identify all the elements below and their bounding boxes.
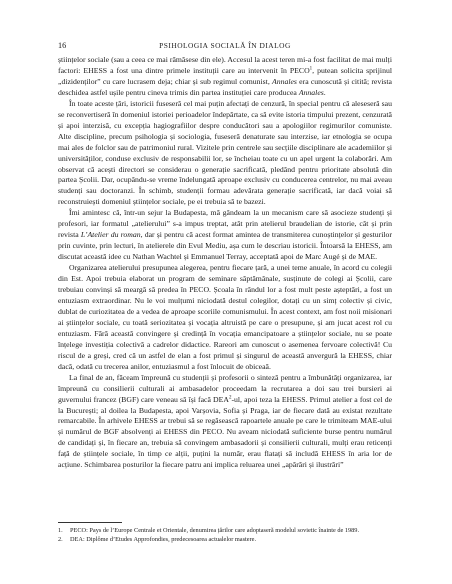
page-number: 16 (58, 41, 67, 50)
footnote-ref-1: 1 (309, 66, 313, 72)
paragraph-1-text-c: era cunoscută și citită; revista deschidea astfel ușile pentru cineva trimis din partea instituției care producea (58, 76, 392, 97)
running-title: PSIHOLOGIA SOCIALĂ ÎN DIALOG (159, 41, 291, 50)
review-title: L’Atelier du roman (80, 230, 141, 240)
paragraph-5-text-a: La final de an, făceam împreună cu studenții și profesorii o sinteză pentru a îmbunătăți organizarea, iar împreună cu consilierii culturali ai ambasadelor proceedam la recrutarea a doi sau trei bursieri ai guvernului francez (BGF) care veneau să își facă DEA (58, 372, 392, 404)
paragraph-5-text-b: -ul, apoi teza la EHESS. Primul atelier a fost cel de la București; al doilea la Budapesta, apoi Varșovia, Sofia și Praga, iar de fiecare dată au existat rezultate remarcabile. În arhivele EHESS ar trebui să se regăsească rapoartele anuale pe care le trimiteam MAE-ului și numărul de BGF absolvenți ai EHESS din PECO. Nu aveam niciodată suficiente burse pentru numărul de candidați și, în fiecare an, trebuia să convingem ambasadorii și consilierii culturali, mulți erau reticenți față de științele sociale, în timp ce alții, puțini la număr, erau flatați să includă EHESS în aria lor de acțiune. Schimbarea posturilor la fiecare patru ani implica reluarea unei „apărări și ilustrări” (58, 394, 393, 470)
footnote-ref-2: 2 (228, 394, 232, 400)
paragraph-1-text-a: științelor sociale (sau a ceea ce mai rămăsese din ele). Accesul la acest teren mi-a fost facilitat de mai mulți factori: EHESS a fost una dintre primele instituții care au intervenit în PECO (58, 55, 392, 75)
paragraph-1-text-d: . (323, 87, 326, 97)
footnotes (58, 527, 392, 545)
paragraph-3-text-b: , dar și pentru că acest format amintea de transmiterea cunoștințelor și gesturilor prin cuvinte, prin lecturi, în atelierele din Evul Mediu, așa cum le descriau istoricii. Întoarsă la EHESS, am discutat această idee cu Nathan Wachtel și Emmanuel Terray, acceptată apoi de Marc Augé și de MAE. (58, 230, 392, 262)
main-text (58, 55, 392, 471)
journal-title: Annales (271, 76, 297, 86)
paragraph-3 (58, 208, 392, 263)
footnote-text: DEA: Diplôme d’Etudes Approfondies, predecesoarea actualelor mastere. (70, 535, 257, 543)
paragraph-3-text-a: Îmi amintesc că, într-un sejur la Budapesta, mă gândeam la un mecanism care să asocieze studenți și profesori, iar formatul „atelierului” s-a impus treptat, atât prin atelierul braudelian de istorie, cât și prin revista (58, 208, 392, 240)
page-header (58, 40, 392, 52)
paragraph-1 (58, 55, 392, 99)
footnote-2 (58, 536, 392, 545)
paragraph-2: În toate aceste țări, istoricii fuseseră cel mai puțin afectați de cenzură, în special pentru că aleseseră sau se reconvertiseră în domeniul istoriei perioadelor îndepărtate, ca să evite istoria timpului prezent, cenzurată și apoi interzisă, cu excepția hagiografiilor despre conducători sau a apologiilor regimurilor comuniste. Alte discipline, precum psihologia și sociologia, fuseseră denaturate sau interzise, iar etnologia se ocupa mai ales de folclor sau de patrimoniul rural. Vizitele prin centrele sau secțiile disciplinare ale academiilor și universităților, conduse exclusiv de responsabilii lor, se încheiau toate cu un apel urgent la colaborări. Am observat că acești directori se considerau o generație sacrificată, pledând pentru prioritate absolută din partea Școlii. Dar, ocupându-se vreme îndelungată aproape exclusiv cu conducerea centrelor, nu mai aveau studenți sau doctoranzi. În schimb, studenții formau adevărata generație sacrificată, iar dacă voiai să reconstruiești domeniul științelor sociale, pe ei trebuia să te bazezi. (58, 98, 392, 207)
footnote-text: PECO: Pays de l’Europe Centrale et Orientale, denumirea țărilor care adoptaseră modelul sovietic înainte de 1989. (70, 527, 360, 534)
footnote-1 (58, 527, 392, 536)
footnote-number: 2. (58, 535, 63, 543)
paragraph-4: Organizarea atelierului presupunea alegerea, pentru fiecare țară, a unei teme anuale, în acord cu colegii din Est. Apoi trebuia elaborat un program de seminare săptămânale, susținute de colegi ai Școlii, care trebuiau convinși să meargă să predea în PECO. Școala în rândul lor a fost mult peste așteptări, a fost un entuziasm extraordinar. Nu le voi mulțumi niciodată destul colegilor, dotați cu un simț colectiv și civic, dublat de curiozitatea de a vedea de aproape scoriile comunismului. În acest context, am fost noii misionari ai științelor sociale, cu toată seriozitatea și vocația altruistă pe care o presupune, și am jucat acest rol cu entuziasm. Fără această convingere și credință în vocația emancipatoare a științelor sociale, nu se poate înțelege investiția colectivă a cadrelor didactice. Rareori am cunoscut o asemenea fervoare colectivă! Cu riscul de a greși, cred că un astfel de elan a fost primul și singurul de această anvergură la EHESS, chiar dacă, odată cu trecerea anilor, entuziasmul a fost înlocuit de obiceaă. (58, 263, 392, 371)
paragraph-5 (58, 373, 392, 472)
journal-title-2: Annales (298, 87, 324, 97)
paragraph-1-text-b: , putean solicita sprijinul „dizidenților” cu care lucrasem deja; chiar și sub regimul comunist, (58, 65, 392, 86)
footnote-number: 1. (58, 527, 63, 534)
footnote-divider (58, 522, 122, 523)
